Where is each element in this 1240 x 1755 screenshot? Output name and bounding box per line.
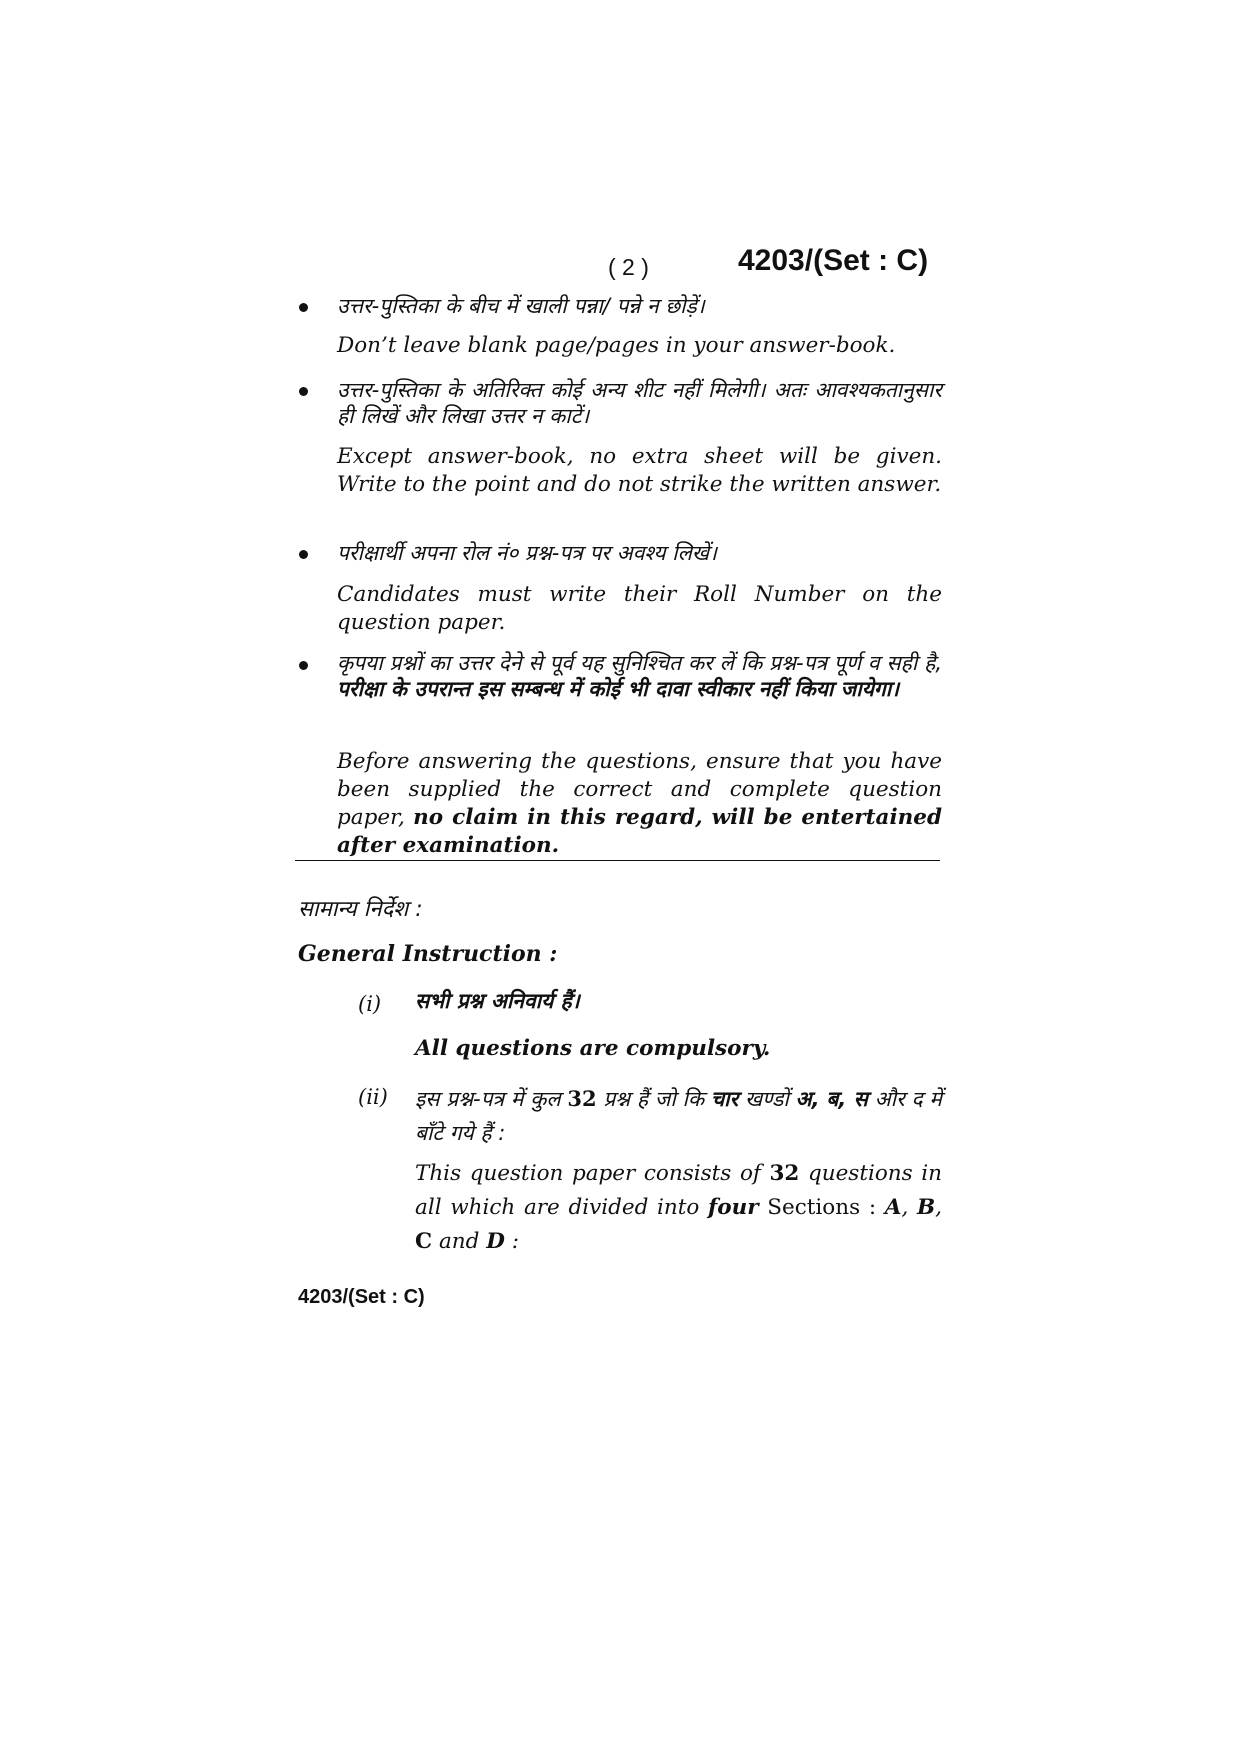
item-english: All questions are compulsory. [415, 1036, 771, 1061]
bullet [299, 550, 308, 559]
item-hindi-text: और द में बाँटे गये हैं : [415, 1087, 942, 1145]
section-name: अ, [795, 1087, 820, 1111]
item-english: This question paper consists of 32 questions in all which are divided into four Sections : A, B, C and D : [415, 1161, 942, 1254]
instruction-english: Except answer-book, no extra sheet will be given. Write to the point and do not strike the written answer. [337, 444, 942, 497]
section-name: B [916, 1195, 936, 1220]
bullet [299, 303, 308, 312]
item-hindi-text: प्रश्न हैं जो कि [603, 1087, 705, 1111]
section-name: A [884, 1195, 902, 1220]
page-number: ( 2 ) [608, 254, 649, 280]
item-number: (i) [358, 992, 382, 1016]
item-english-text: : [511, 1229, 519, 1254]
instruction-hindi: परीक्षार्थी अपना रोल नं० प्रश्न-पत्र पर अवश्य लिखें। [337, 541, 717, 565]
instruction-hindi-normal: कृपया प्रश्नों का उत्तर देने से पूर्व यह सुनिश्चित कर लें कि प्रश्न-पत्र पूर्ण व सही है, [337, 651, 942, 675]
section-name: C [415, 1229, 433, 1254]
section-name: D [486, 1229, 505, 1254]
instruction-english: Don’t leave blank page/pages in your answer-book. [337, 333, 896, 358]
item-hindi-text: खण्डों [744, 1087, 789, 1111]
section-count: four [708, 1195, 759, 1220]
divider [295, 860, 940, 861]
item-english-text: questions in all which are divided into [415, 1161, 942, 1220]
section-count: चार [710, 1087, 739, 1111]
item-english-text: Sections : [767, 1195, 877, 1220]
instruction-english: Candidates must write their Roll Number on the question paper. [337, 582, 942, 635]
bullet [299, 661, 308, 670]
item-hindi-text: इस प्रश्न-पत्र में कुल [415, 1087, 561, 1111]
question-count: 32 [567, 1086, 597, 1111]
item-number: (ii) [358, 1085, 388, 1109]
section-name: ब, स [826, 1087, 868, 1111]
item-english-text: and [438, 1229, 480, 1254]
item-english-text: This question paper consists of [415, 1161, 761, 1186]
general-heading-hindi: सामान्य निर्देश : [298, 897, 423, 922]
item-hindi [415, 1082, 942, 1150]
question-count: 32 [769, 1161, 800, 1186]
bullet [299, 387, 308, 396]
paper-code-header: 4203/(Set : C) [738, 244, 929, 277]
instruction-english-bold: no claim in this regard, will be entertained after examination. [337, 805, 942, 858]
instruction-hindi: उत्तर-पुस्तिका के अतिरिक्त कोई अन्य शीट नहीं मिलेगी। अतः आवश्यकतानुसार ही लिखें और लिखा उत्तर न काटें। [337, 378, 942, 428]
instruction-english-normal: Before answering the questions, ensure that you have been supplied the correct and complete question paper, [337, 749, 942, 830]
instruction-hindi-bold: परीक्षा के उपरान्त इस सम्बन्ध में कोई भी दावा स्वीकार नहीं किया जायेगा। [337, 677, 900, 701]
general-heading-english: General Instruction : [298, 941, 558, 967]
instruction-english [337, 748, 942, 860]
instruction-hindi: उत्तर-पुस्तिका के बीच में खाली पन्ना/ पन्ने न छोड़ें। [337, 294, 705, 318]
item-hindi: सभी प्रश्न अनिवार्य हैं। [415, 989, 580, 1013]
paper-code-footer: 4203/(Set : C) [298, 1286, 425, 1308]
instruction-hindi [337, 650, 942, 702]
